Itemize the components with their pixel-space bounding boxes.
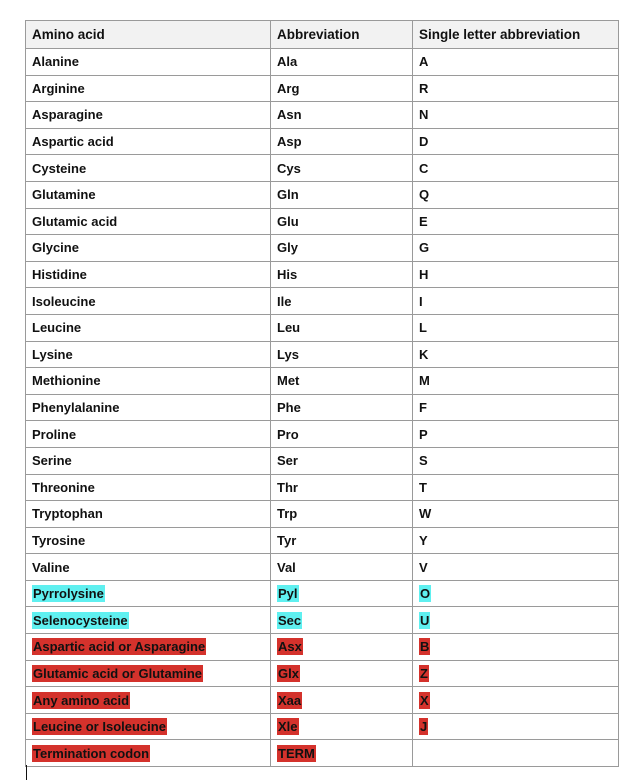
abbreviation-cell — [271, 208, 413, 235]
single-letter-cell-text: M — [419, 373, 430, 389]
abbreviation-cell — [271, 235, 413, 262]
single-letter-cell-text: A — [419, 54, 429, 70]
single-letter-cell-text: D — [419, 134, 429, 150]
single-letter-cell — [413, 314, 619, 341]
abbreviation-cell — [271, 580, 413, 607]
amino-acid-cell-text: Tryptophan — [32, 506, 103, 522]
single-letter-cell-text: V — [419, 559, 428, 575]
abbreviation-cell — [271, 634, 413, 661]
amino-acid-cell-text: Glutamic acid — [32, 213, 118, 229]
single-letter-cell — [413, 554, 619, 581]
single-letter-cell — [413, 580, 619, 607]
single-letter-cell — [413, 447, 619, 474]
amino-acid-cell-text: Glutamic acid or Glutamine — [33, 665, 203, 681]
amino-acid-cell — [26, 75, 271, 102]
single-letter-cell-text: C — [419, 160, 429, 176]
table-row — [26, 687, 619, 714]
amino-acid-cell-text: Leucine or Isoleucine — [33, 719, 166, 735]
single-letter-cell — [413, 713, 619, 740]
abbreviation-cell — [271, 155, 413, 182]
amino-acid-cell — [26, 394, 271, 421]
amino-acid-cell-text: Alanine — [32, 54, 79, 70]
table-row — [26, 261, 619, 288]
amino-acid-cell — [26, 687, 271, 714]
single-letter-cell — [413, 341, 619, 368]
amino-acid-cell-text: Aspartic acid or Asparagine — [33, 639, 206, 655]
abbreviation-cell-text: Ser — [277, 453, 298, 469]
single-letter-cell-text: R — [419, 80, 429, 96]
single-letter-cell-text: I — [419, 293, 423, 309]
abbreviation-cell — [271, 341, 413, 368]
table-row — [26, 634, 619, 661]
amino-acid-cell-text: Any amino acid — [33, 692, 130, 708]
amino-acid-cell — [26, 314, 271, 341]
header-single-letter: Single letter abbreviation — [413, 21, 619, 49]
abbreviation-cell — [271, 394, 413, 421]
single-letter-cell — [413, 235, 619, 262]
abbreviation-cell-text: Asp — [277, 134, 302, 150]
abbreviation-cell — [271, 181, 413, 208]
abbreviation-cell — [271, 607, 413, 634]
single-letter-cell-text: S — [419, 453, 428, 469]
single-letter-cell — [413, 687, 619, 714]
abbreviation-cell-text: Pyl — [278, 586, 298, 602]
amino-acid-cell — [26, 49, 271, 76]
single-letter-cell-text: H — [419, 267, 429, 283]
amino-acid-cell — [26, 580, 271, 607]
single-letter-cell-text: N — [419, 107, 429, 123]
abbreviation-cell — [271, 314, 413, 341]
abbreviation-cell-text: Ile — [277, 293, 292, 309]
abbreviation-cell — [271, 102, 413, 129]
abbreviation-cell — [271, 288, 413, 315]
amino-acid-cell — [26, 447, 271, 474]
amino-acid-cell — [26, 607, 271, 634]
single-letter-cell — [413, 155, 619, 182]
abbreviation-cell-text: Trp — [277, 506, 298, 522]
amino-acid-cell-text: Aspartic acid — [32, 134, 114, 150]
amino-acid-cell — [26, 128, 271, 155]
abbreviation-cell — [271, 501, 413, 528]
amino-acid-cell — [26, 501, 271, 528]
single-letter-cell-text: L — [419, 320, 427, 336]
single-letter-cell — [413, 75, 619, 102]
abbreviation-cell-text: Val — [277, 559, 296, 575]
abbreviation-cell — [271, 687, 413, 714]
abbreviation-cell — [271, 474, 413, 501]
abbreviation-cell-text: Met — [277, 373, 300, 389]
table-row — [26, 181, 619, 208]
table-row — [26, 501, 619, 528]
amino-acid-cell — [26, 155, 271, 182]
table-row — [26, 368, 619, 395]
abbreviation-cell — [271, 527, 413, 554]
single-letter-cell-text: Z — [420, 665, 428, 681]
single-letter-cell — [413, 740, 619, 767]
table-row — [26, 394, 619, 421]
single-letter-cell — [413, 474, 619, 501]
amino-acid-cell — [26, 421, 271, 448]
single-letter-cell-text: Q — [419, 187, 430, 203]
amino-acid-cell — [26, 634, 271, 661]
table-row — [26, 341, 619, 368]
amino-acid-cell — [26, 368, 271, 395]
single-letter-cell-text: G — [419, 240, 430, 256]
single-letter-cell-text: J — [420, 719, 428, 735]
abbreviation-cell — [271, 554, 413, 581]
amino-acid-cell-text: Lysine — [32, 346, 73, 362]
amino-acid-table — [25, 20, 619, 767]
abbreviation-cell-text: Sec — [278, 612, 302, 628]
abbreviation-cell-text: Tyr — [277, 532, 297, 548]
single-letter-cell-text: T — [419, 479, 427, 495]
abbreviation-cell-text: TERM — [278, 745, 315, 761]
abbreviation-cell — [271, 128, 413, 155]
abbreviation-cell-text: Asn — [277, 107, 302, 123]
amino-acid-cell-text: Glycine — [32, 240, 79, 256]
single-letter-cell — [413, 181, 619, 208]
amino-acid-cell-text: Methionine — [32, 373, 101, 389]
amino-acid-cell — [26, 713, 271, 740]
abbreviation-cell — [271, 447, 413, 474]
amino-acid-cell-text: Termination codon — [33, 745, 150, 761]
single-letter-cell — [413, 421, 619, 448]
single-letter-cell-text: W — [419, 506, 432, 522]
table-row — [26, 155, 619, 182]
abbreviation-cell-text: Arg — [277, 80, 300, 96]
abbreviation-cell-text: Ala — [277, 54, 298, 70]
abbreviation-cell-text: Thr — [277, 479, 298, 495]
abbreviation-cell-text: Lys — [277, 346, 299, 362]
table-row — [26, 554, 619, 581]
amino-acid-cell-text: Proline — [32, 426, 77, 442]
amino-acid-cell — [26, 208, 271, 235]
abbreviation-cell — [271, 660, 413, 687]
amino-acid-cell — [26, 261, 271, 288]
single-letter-cell — [413, 261, 619, 288]
amino-acid-cell-text: Asparagine — [32, 107, 103, 123]
single-letter-cell — [413, 660, 619, 687]
amino-acid-cell — [26, 474, 271, 501]
single-letter-cell — [413, 368, 619, 395]
table-row — [26, 314, 619, 341]
table-row — [26, 102, 619, 129]
table-header — [26, 21, 619, 49]
table-row — [26, 474, 619, 501]
amino-acid-cell — [26, 554, 271, 581]
abbreviation-cell-text: Pro — [277, 426, 299, 442]
abbreviation-cell-text: Phe — [277, 400, 301, 416]
single-letter-cell — [413, 208, 619, 235]
abbreviation-cell — [271, 713, 413, 740]
single-letter-cell — [413, 394, 619, 421]
table-row — [26, 128, 619, 155]
single-letter-cell — [413, 288, 619, 315]
amino-acid-cell — [26, 102, 271, 129]
single-letter-cell-text: X — [420, 692, 429, 708]
amino-acid-cell — [26, 341, 271, 368]
amino-acid-cell-text: Valine — [32, 559, 70, 575]
table-body — [26, 49, 619, 767]
abbreviation-cell — [271, 49, 413, 76]
amino-acid-cell-text: Serine — [32, 453, 72, 469]
abbreviation-cell-text: Cys — [277, 160, 301, 176]
amino-acid-cell-text: Pyrrolysine — [33, 586, 104, 602]
amino-acid-cell-text: Isoleucine — [32, 293, 96, 309]
single-letter-cell-text: O — [420, 586, 431, 602]
table-row — [26, 421, 619, 448]
abbreviation-cell-text: Glu — [277, 213, 299, 229]
amino-acid-cell-text: Glutamine — [32, 187, 96, 203]
table-row — [26, 75, 619, 102]
amino-acid-cell — [26, 527, 271, 554]
single-letter-cell-text: E — [419, 213, 428, 229]
amino-acid-cell — [26, 235, 271, 262]
single-letter-cell — [413, 634, 619, 661]
amino-acid-cell-text: Tyrosine — [32, 532, 86, 548]
abbreviation-cell-text: Gln — [277, 187, 299, 203]
header-row — [26, 21, 619, 49]
abbreviation-cell-text: Asx — [278, 639, 302, 655]
amino-acid-cell-text: Arginine — [32, 80, 85, 96]
abbreviation-cell-text: Glx — [278, 665, 299, 681]
abbreviation-cell-text: Xaa — [278, 692, 302, 708]
amino-acid-cell-text: Selenocysteine — [33, 612, 128, 628]
abbreviation-cell — [271, 740, 413, 767]
header-abbreviation: Abbreviation — [271, 21, 413, 49]
abbreviation-cell — [271, 75, 413, 102]
table-row — [26, 660, 619, 687]
table-row — [26, 447, 619, 474]
single-letter-cell — [413, 607, 619, 634]
header-amino-acid: Amino acid — [26, 21, 271, 49]
amino-acid-cell-text: Cysteine — [32, 160, 87, 176]
table-row — [26, 235, 619, 262]
amino-acid-cell-text: Leucine — [32, 320, 82, 336]
abbreviation-cell — [271, 368, 413, 395]
amino-acid-cell-text: Histidine — [32, 267, 87, 283]
abbreviation-cell-text: Leu — [277, 320, 301, 336]
single-letter-cell-text: U — [420, 612, 430, 628]
abbreviation-cell-text: His — [277, 267, 298, 283]
amino-acid-cell — [26, 288, 271, 315]
abbreviation-cell — [271, 421, 413, 448]
single-letter-cell-text: K — [419, 346, 429, 362]
amino-acid-cell-text: Phenylalanine — [32, 400, 120, 416]
table-row — [26, 288, 619, 315]
single-letter-cell — [413, 49, 619, 76]
amino-acid-cell — [26, 181, 271, 208]
abbreviation-cell-text: Gly — [277, 240, 298, 256]
amino-acid-cell-text: Threonine — [32, 479, 95, 495]
single-letter-cell — [413, 102, 619, 129]
table-row — [26, 713, 619, 740]
table-row — [26, 208, 619, 235]
table-row — [26, 49, 619, 76]
single-letter-cell-text: P — [419, 426, 428, 442]
amino-acid-cell — [26, 660, 271, 687]
single-letter-cell-text: F — [419, 400, 427, 416]
abbreviation-cell — [271, 261, 413, 288]
table-row — [26, 740, 619, 767]
text-cursor — [26, 765, 27, 780]
table-row — [26, 607, 619, 634]
table-row — [26, 527, 619, 554]
single-letter-cell — [413, 527, 619, 554]
single-letter-cell-text: B — [420, 639, 430, 655]
abbreviation-cell-text: Xle — [278, 719, 298, 735]
single-letter-cell — [413, 128, 619, 155]
table-row — [26, 580, 619, 607]
single-letter-cell — [413, 501, 619, 528]
amino-acid-cell — [26, 740, 271, 767]
single-letter-cell-text: Y — [419, 532, 428, 548]
